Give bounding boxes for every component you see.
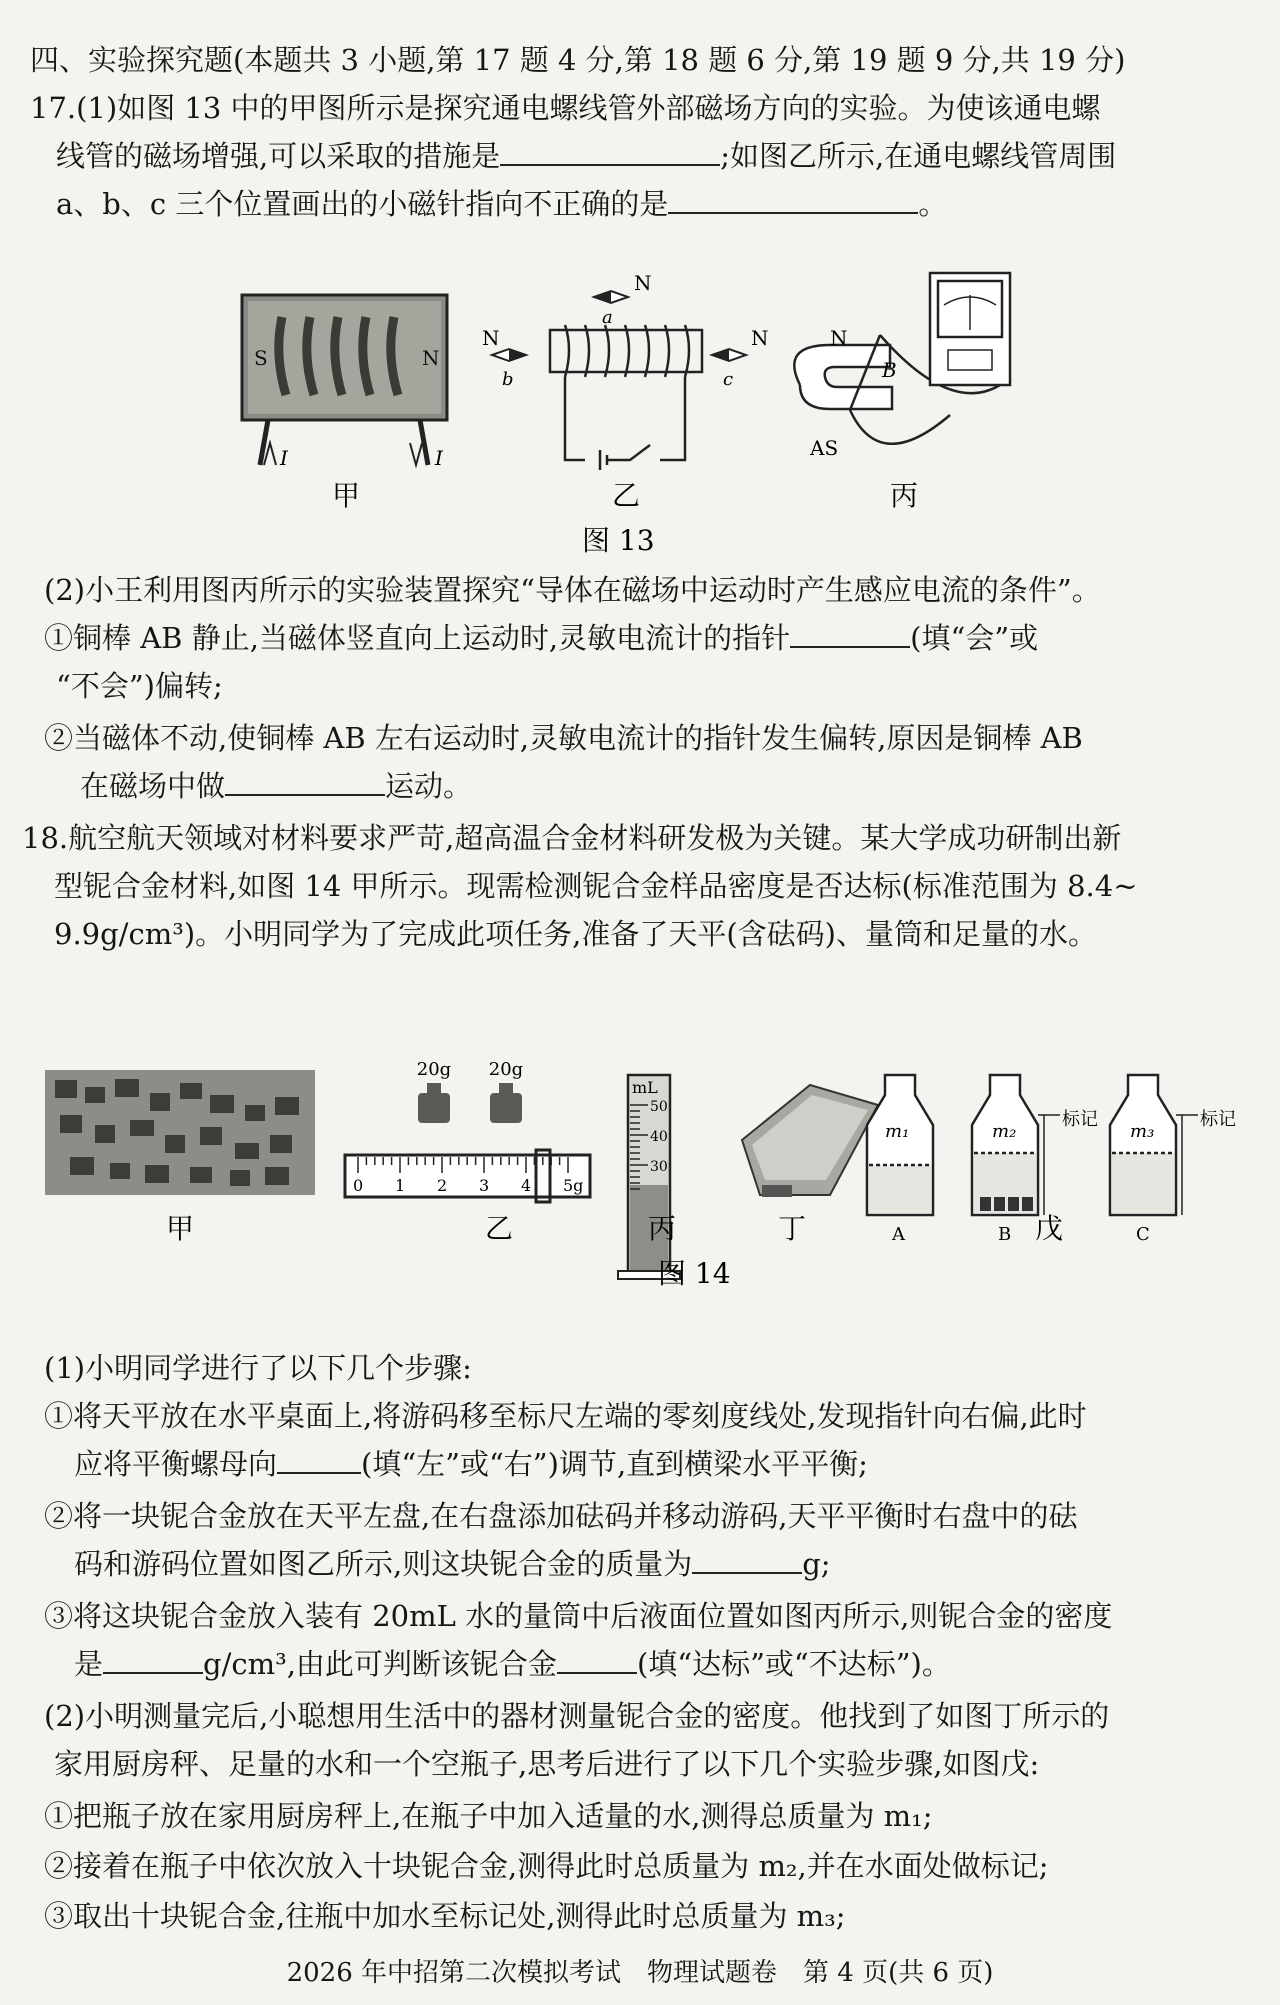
figure-13 [230, 265, 1030, 555]
fig13-bing-B-label: B [882, 358, 897, 382]
fig13-yi-b-label: b [502, 369, 514, 390]
q18-part-1-step-2-b [74, 1544, 831, 1584]
bottle-C-label: C [1136, 1224, 1150, 1245]
weight-label-2: 20g [488, 1059, 524, 1080]
q17-part-2-step-1-b: (填“会”或 [910, 621, 1039, 655]
fig14-title: 图 14 [658, 1257, 731, 1290]
q18-part-1-step-1-text: 应将平衡螺母向 [74, 1447, 278, 1481]
cylinder-label: 30 [650, 1159, 668, 1175]
q18-line-1: 18.航空航天领域对材料要求严苛,超高温合金材料研发极为关键。某大学成功研制出新 [22, 821, 1122, 855]
q17-part-2-step-2-text: 在磁场中做 [80, 769, 226, 803]
ruler-label: 3 [479, 1176, 490, 1195]
q18-answer-blank-2[interactable] [692, 1544, 802, 1574]
fig14-bing-cylinder [618, 1075, 680, 1279]
fig13-jia-I-right: I [435, 446, 443, 470]
fig14-caption-ding: 丁 [778, 1212, 807, 1245]
q18-part-1-step-1-b [74, 1444, 868, 1484]
bottle-B-label: B [998, 1224, 1012, 1245]
q17-answer-blank-4[interactable] [225, 766, 385, 796]
fig14-caption-bing: 丙 [648, 1212, 677, 1245]
fig13-jia-N-label: N [422, 346, 440, 370]
q17-line-3-b: 。 [918, 187, 948, 221]
q17-line-2 [56, 136, 1116, 176]
q18-part-1-step-3-text: 是 [74, 1647, 104, 1681]
q17-part-2-step-1 [44, 618, 1038, 658]
q17-line-2-b: ;如图乙所示,在通电螺线管周围 [720, 139, 1117, 173]
ruler-label: 0 [353, 1176, 364, 1195]
cylinder-label: 40 [650, 1129, 668, 1145]
q17-part-2-step-2: ②当磁体不动,使铜棒 AB 左右运动时,灵敏电流计的指针发生偏转,原因是铜棒 AB [44, 721, 1083, 755]
fig13-yi-needle-c [712, 349, 746, 361]
q18-part-2-line-2: 家用厨房秤、足量的水和一个空瓶子,思考后进行了以下几个实验步骤,如图戊: [54, 1747, 1040, 1781]
ruler-label: 2 [437, 1176, 448, 1195]
q18-part-1-step-3-b [74, 1644, 951, 1684]
q18-part-1-step-1: ①将天平放在水平桌面上,将游码移至标尺左端的零刻度线处,发现指针向右偏,此时 [44, 1399, 1087, 1433]
q18-line-2: 型铌合金材料,如图 14 甲所示。现需检测铌合金样品密度是否达标(标准范围为 8.4~ [54, 869, 1138, 903]
q18-part-1-step-2: ②将一块铌合金放在天平左盘,在右盘添加砝码并移动游码,天平平衡时右盘中的砝 [44, 1499, 1078, 1533]
fig13-title: 图 13 [582, 524, 655, 555]
q17-part-2-step-1-c: “不会”)偏转; [56, 669, 223, 703]
q17-part-2-step-2-c: 运动。 [385, 769, 473, 803]
fig13-yi-a-label: a [602, 307, 613, 328]
q18-part-1-step-3-d: (填“达标”或“不达标”)。 [636, 1647, 951, 1681]
q18-part-1-step-2-c: g; [802, 1547, 831, 1581]
q17-part-2-step-1-a: ①铜棒 AB 静止,当磁体竖直向上运动时,灵敏电流计的指针 [44, 621, 791, 655]
bottle-C-m3: m₃ [1130, 1121, 1155, 1142]
fig13-jia-solenoid-photo [242, 295, 447, 470]
figure-14 [40, 975, 1240, 1290]
q17-answer-blank-2[interactable] [668, 184, 918, 214]
q17-part-2-step-2-b [80, 766, 472, 806]
fig14-wu-bottle-C [1110, 1075, 1198, 1215]
fig14-jia-alloy-photo [45, 1070, 315, 1195]
fig13-bing-AS-label: AS [810, 436, 839, 460]
q18-part-2-step-2: ②接着在瓶子中依次放入十块铌合金,测得此时总质量为 m₂,并在水面处做标记; [44, 1849, 1049, 1883]
fig13-jia-S-label: S [254, 346, 268, 370]
fig13-caption-yi: 乙 [612, 479, 641, 512]
fig13-yi-N-right: N [751, 326, 769, 350]
q18-part-2-step-1: ①把瓶子放在家用厨房秤上,在瓶子中加入适量的水,测得总质量为 m₁; [44, 1799, 933, 1833]
fig13-yi-needle-a [594, 291, 628, 303]
bottle-B-mark: 标记 [1062, 1109, 1098, 1130]
q18-part-1-step-3-c: g/cm³,由此可判断该铌合金 [203, 1647, 557, 1681]
fig14-yi-rider-scale [345, 1150, 590, 1202]
fig13-yi-N-top: N [634, 271, 652, 295]
q17-line-3-a: a、b、c 三个位置画出的小磁针指向不正确的是 [56, 187, 669, 221]
q18-part-2-line-1: (2)小明测量完后,小聪想用生活中的器材测量铌合金的密度。他找到了如图丁所示的 [44, 1699, 1110, 1733]
fig13-yi-N-left: N [482, 326, 500, 350]
ruler-label: 5g [563, 1176, 584, 1195]
q18-part-1: (1)小明同学进行了以下几个步骤: [44, 1351, 472, 1385]
q17-line-3 [56, 184, 947, 224]
fig14-ding-kitchen-scale [742, 1085, 878, 1197]
fig14-wu-bottle-A [867, 1075, 933, 1215]
fig13-yi-needle-b [492, 349, 526, 361]
weight-label-1: 20g [416, 1059, 452, 1080]
fig14-caption-jia: 甲 [166, 1212, 195, 1245]
cylinder-label: 50 [650, 1099, 668, 1115]
ruler-label: 4 [521, 1176, 532, 1195]
fig14-caption-yi: 乙 [485, 1212, 514, 1245]
q18-answer-blank-4[interactable] [557, 1644, 637, 1674]
fig13-bing-apparatus [794, 273, 1010, 444]
q17-line-1: 17.(1)如图 13 中的甲图所示是探究通电螺线管外部磁场方向的实验。为使该通电螺 [30, 91, 1101, 125]
q18-part-1-step-3: ③将这块铌合金放入装有 20mL 水的量筒中后液面位置如图丙所示,则铌合金的密度 [44, 1599, 1113, 1633]
fig13-yi-c-label: c [723, 369, 734, 390]
bottle-A-label: A [892, 1224, 905, 1245]
q17-answer-blank-1[interactable] [500, 136, 720, 166]
page-footer: 2026 年中招第二次模拟考试 物理试题卷 第 4 页(共 6 页) [286, 1958, 994, 1988]
ruler-label: 1 [395, 1176, 406, 1195]
bottle-B-m2: m₂ [992, 1121, 1017, 1142]
bottle-C-mark: 标记 [1200, 1109, 1236, 1130]
q18-answer-blank-3[interactable] [103, 1644, 203, 1674]
fig13-caption-jia: 甲 [332, 479, 361, 512]
q18-part-1-step-1-c: (填“左”或“右”)调节,直到横梁水平平衡; [361, 1447, 868, 1481]
q18-part-1-step-2-text: 码和游码位置如图乙所示,则这块铌合金的质量为 [74, 1547, 693, 1581]
fig14-caption-wu: 戊 [1035, 1212, 1064, 1245]
q17-line-2-a: 线管的磁场增强,可以采取的措施是 [56, 139, 501, 173]
fig13-caption-bing: 丙 [890, 479, 919, 512]
q18-answer-blank-1[interactable] [277, 1444, 361, 1474]
cylinder-unit: mL [632, 1078, 658, 1097]
bottle-A-m1: m₁ [885, 1121, 910, 1142]
fig14-yi-weights [417, 1059, 523, 1123]
q17-answer-blank-3[interactable] [790, 618, 910, 648]
q18-line-3: 9.9g/cm³)。小明同学为了完成此项任务,准备了天平(含砝码)、量筒和足量的水。 [54, 917, 1097, 951]
q17-part-2: (2)小王利用图丙所示的实验装置探究“导体在磁场中运动时产生感应电流的条件”。 [44, 573, 1101, 607]
fig13-jia-I-left: I [280, 446, 288, 470]
q18-part-2-step-3: ③取出十块铌合金,往瓶中加水至标记处,测得此时总质量为 m₃; [44, 1899, 846, 1933]
section-header: 四、实验探究题(本题共 3 小题,第 17 题 4 分,第 18 题 6 分,第 19 题 9 分,共 19 分) [30, 43, 1126, 77]
fig13-yi-circuit [550, 325, 702, 470]
fig14-wu-bottle-B [972, 1075, 1060, 1215]
fig13-bing-N-label: N [830, 326, 848, 350]
